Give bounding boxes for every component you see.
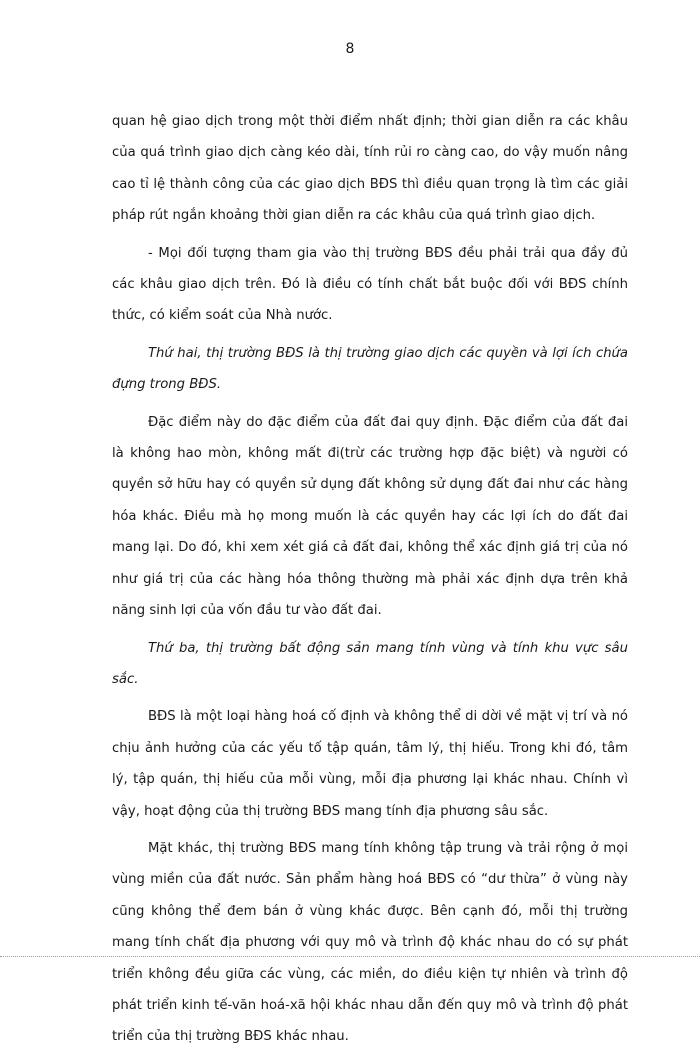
section-heading-second: Thứ hai, thị trường BĐS là thị trường giao dịch các quyền và lợi ích chứa đựng trong BĐS.: [112, 345, 628, 393]
page-bottom-border: [0, 956, 700, 957]
page-number: 8: [345, 41, 355, 57]
section-heading-third: Thứ ba, thị trường bất động sản mang tính vùng và tính khu vực sâu sắc.: [112, 640, 628, 687]
paragraph: Đặc điểm này do đặc điểm của đất đai quy định. Đặc điểm của đất đai là không hao mòn, không mất đi(trừ các trường hợp đặc biệt) và người có quyền sở hữu hay có quyền sử dụng đất không sử dụng đất đai như các hàng hóa khác. Điều mà họ mong muốn là các quyền hay các lợi ích do đất đai mang lại. Do đó, khi xem xét giá cả đất đai, không thể xác định giá trị của nó như giá trị của các hàng hóa thông thường mà phải xác định dựa trên khả năng sinh lợi của vốn đầu tư vào đất đai.: [112, 414, 628, 619]
body-text: [112, 106, 628, 1059]
paragraph-bullet: - Mọi đối tượng tham gia vào thị trường BĐS đều phải trải qua đầy đủ các khâu giao dịch trên. Đó là điều có tính chất bắt buộc đối với BĐS chính thức, có kiểm soát của Nhà nước.: [112, 245, 628, 324]
paragraph: BĐS là một loại hàng hoá cố định và không thể di dời về mặt vị trí và nó chịu ảnh hưởng của các yếu tố tập quán, tâm lý, thị hiếu. Trong khi đó, tâm lý, tập quán, thị hiếu của mỗi vùng, mỗi địa phương lại khác nhau. Chính vì vậy, hoạt động của thị trường BĐS mang tính địa phương sâu sắc.: [112, 709, 628, 819]
paragraph-continuation: quan hệ giao dịch trong một thời điểm nhất định; thời gian diễn ra các khâu của quá trình giao dịch càng kéo dài, tính rủi ro càng cao, do vậy muốn nâng cao tỉ lệ thành công của các giao dịch BĐS thì điều quan trọng là tìm các giải pháp rút ngắn khoảng thời gian diễn ra các khâu của quá trình giao dịch.: [112, 114, 628, 224]
paragraph: Mặt khác, thị trường BĐS mang tính không tập trung và trải rộng ở mọi vùng miền của đất nước. Sản phẩm hàng hoá BĐS có “dư thừa” ở vùng này cũng không thể đem bán ở vùng khác được. Bên cạnh đó, mỗi thị trường mang tính chất địa phương với quy mô và trình độ khác nhau do có sự phát triển không đều giữa các vùng, các miền, do điều kiện tự nhiên và trình độ phát triển kinh tế-văn hoá-xã hội khác nhau dẫn đến quy mô và trình độ phát triển của thị trường BĐS khác nhau.: [112, 840, 628, 1045]
